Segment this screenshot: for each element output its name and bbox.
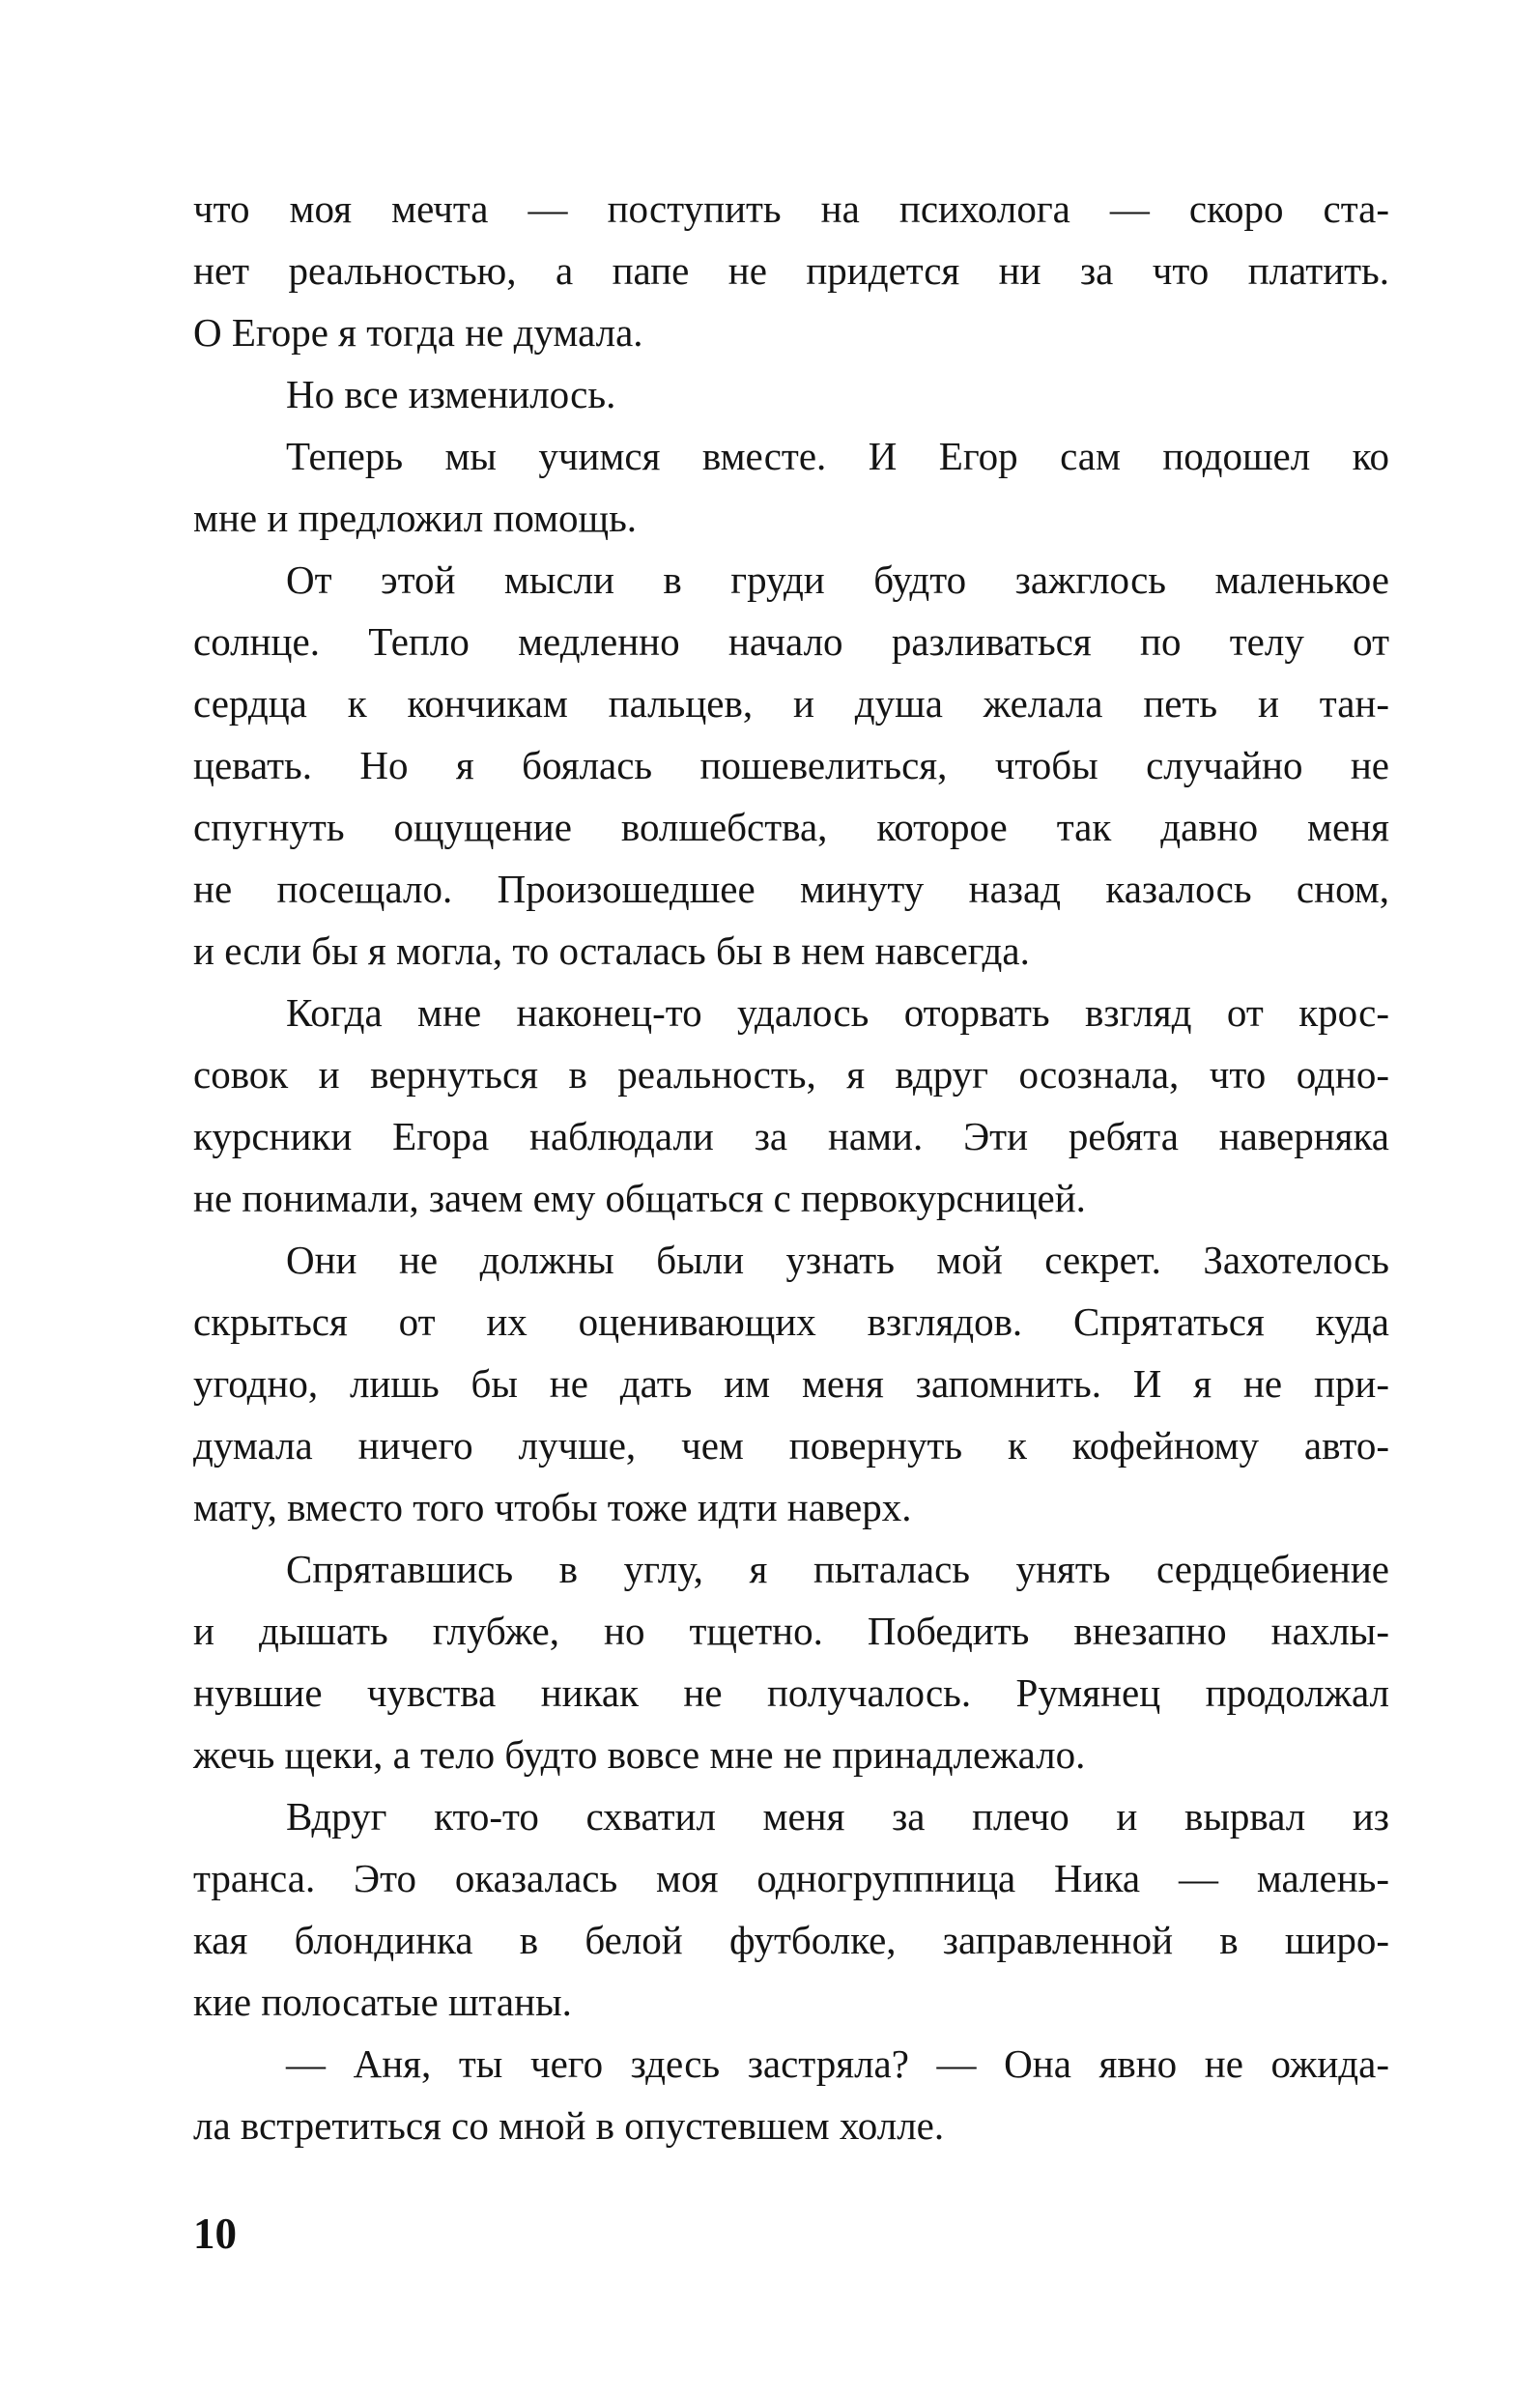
text-line: курсники Егора наблюдали за нами. Эти ребята наверняка — [193, 1114, 1389, 1158]
page-number: 10 — [193, 2210, 237, 2258]
text-line: солнце. Тепло медленно начало разливаться по телу от — [193, 619, 1389, 664]
text-line: что моя мечта — поступить на психолога — скоро ста- — [193, 186, 1389, 231]
text-line: скрыться от их оценивающих взглядов. Спрятаться куда — [193, 1299, 1389, 1344]
text-line: спугнуть ощущение волшебства, которое так давно меня — [193, 805, 1389, 849]
text-line: мату, вместо того чтобы тоже идти наверх. — [193, 1485, 912, 1529]
text-line: От этой мысли в груди будто зажглось маленькое — [286, 557, 1389, 602]
text-line: не понимали, зачем ему общаться с первокурсницей. — [193, 1176, 1086, 1220]
text-line: Спрятавшись в углу, я пыталась унять сердцебиение — [286, 1547, 1389, 1591]
text-line: не посещало. Произошедшее минуту назад казалось сном, — [193, 867, 1389, 911]
text-line: мне и предложил помощь. — [193, 496, 638, 540]
text-line: угодно, лишь бы не дать им меня запомнить. И я не при- — [193, 1361, 1389, 1406]
text-line: нувшие чувства никак не получалось. Румянец продолжал — [193, 1670, 1389, 1715]
text-line: кая блондинка в белой футболке, заправленной в широ- — [193, 1918, 1389, 1962]
text-line: Но все изменилось. — [286, 372, 616, 416]
text-line: ла встретиться со мной в опустевшем холле. — [193, 2103, 945, 2148]
text-line: О Егоре я тогда не думала. — [193, 310, 643, 355]
text-line: Они не должны были узнать мой секрет. Захотелось — [286, 1238, 1389, 1282]
text-line: Когда мне наконец-то удалось оторвать взгляд от крос- — [286, 990, 1389, 1035]
text-line: и если бы я могла, то осталась бы в нем навсегда. — [193, 928, 1030, 973]
text-line: Теперь мы учимся вместе. И Егор сам подошел ко — [286, 434, 1389, 478]
text-line: нет реальностью, а папе не придется ни за что платить. — [193, 248, 1389, 293]
text-line: кие полосатые штаны. — [193, 1980, 572, 2024]
text-line: Вдруг кто-то схватил меня за плечо и вырвал из — [286, 1794, 1389, 1839]
text-line: цевать. Но я боялась пошевелиться, чтобы случайно не — [193, 743, 1389, 787]
text-line: — Аня, ты чего здесь застряла? — Она явно не ожида- — [286, 2041, 1389, 2086]
text-line: жечь щеки, а тело будто вовсе мне не принадлежало. — [193, 1732, 1086, 1777]
text-line: совок и вернуться в реальность, я вдруг осознала, что одно- — [193, 1052, 1389, 1097]
text-line: транса. Это оказалась моя одногруппница Ника — малень- — [193, 1856, 1389, 1900]
text-block — [193, 178, 1389, 2156]
text-line: сердца к кончикам пальцев, и душа желала петь и тан- — [193, 681, 1389, 726]
text-line: думала ничего лучше, чем повернуть к кофейному авто- — [193, 1423, 1389, 1468]
text-line: и дышать глубже, но тщетно. Победить внезапно нахлы- — [193, 1609, 1389, 1653]
